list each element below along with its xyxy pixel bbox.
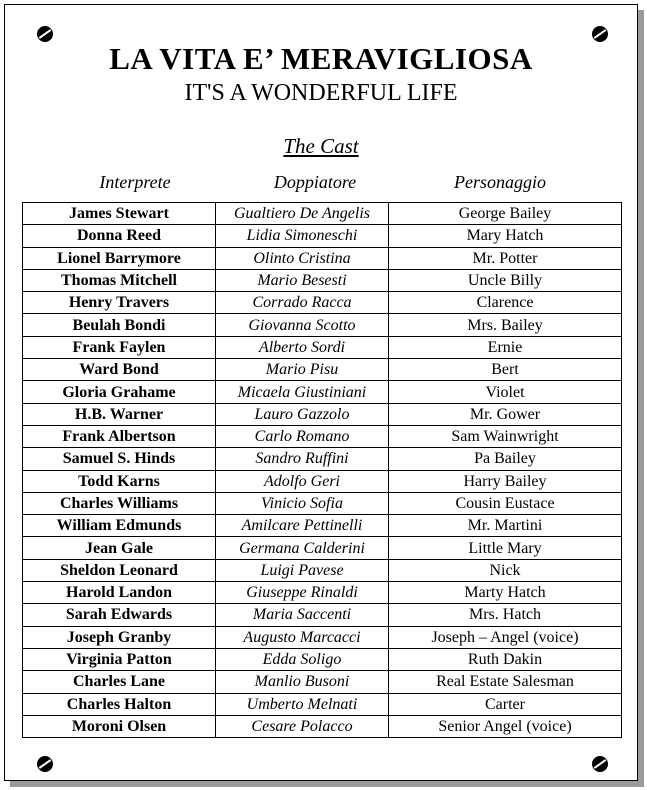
actor-cell: Henry Travers (23, 292, 216, 314)
dubber-cell: Manlio Busoni (216, 671, 389, 693)
column-header-actor: Interprete (99, 172, 171, 192)
role-cell: Real Estate Salesman (389, 671, 622, 693)
table-row (23, 425, 622, 447)
section-title (5, 134, 637, 159)
actor-cell: Thomas Mitchell (23, 269, 216, 291)
dubber-cell: Germana Calderini (216, 537, 389, 559)
dubber-cell: Corrado Racca (216, 292, 389, 314)
actor-cell: Todd Karns (23, 470, 216, 492)
dubber-cell: Edda Soligo (216, 648, 389, 670)
dubber-cell: Adolfo Geri (216, 470, 389, 492)
table-row (23, 269, 622, 291)
actor-cell: H.B. Warner (23, 403, 216, 425)
dubber-cell: Maria Saccenti (216, 604, 389, 626)
role-cell: Ruth Dakin (389, 648, 622, 670)
table-row (23, 470, 622, 492)
dubber-cell: Mario Besesti (216, 269, 389, 291)
table-row (23, 582, 622, 604)
actor-cell: Donna Reed (23, 225, 216, 247)
cast-plaque (4, 4, 638, 781)
dubber-cell: Mario Pisu (216, 359, 389, 381)
actor-cell: Moroni Olsen (23, 715, 216, 737)
role-cell: Little Mary (389, 537, 622, 559)
table-row (23, 448, 622, 470)
role-cell: Sam Wainwright (389, 425, 622, 447)
table-row (23, 292, 622, 314)
role-cell: Violet (389, 381, 622, 403)
page-subtitle: IT'S A WONDERFUL LIFE (184, 80, 458, 106)
table-row (23, 515, 622, 537)
actor-cell: William Edmunds (23, 515, 216, 537)
table-row (23, 537, 622, 559)
dubber-cell: Olinto Cristina (216, 247, 389, 269)
dubber-cell: Giuseppe Rinaldi (216, 582, 389, 604)
actor-cell: Frank Faylen (23, 336, 216, 358)
actor-cell: Charles Williams (23, 492, 216, 514)
actor-cell: Sarah Edwards (23, 604, 216, 626)
role-cell: Ernie (389, 336, 622, 358)
dubber-cell: Augusto Marcacci (216, 626, 389, 648)
actor-cell: Jean Gale (23, 537, 216, 559)
column-header-role: Personaggio (454, 172, 546, 192)
table-row (23, 359, 622, 381)
table-row (23, 247, 622, 269)
dubber-cell: Sandro Ruffini (216, 448, 389, 470)
page-title: LA VITA E’ MERAVIGLIOSA (109, 41, 533, 76)
dubber-cell: Cesare Polacco (216, 715, 389, 737)
actor-cell: Lionel Barrymore (23, 247, 216, 269)
dubber-cell: Lidia Simoneschi (216, 225, 389, 247)
role-cell: Mrs. Hatch (389, 604, 622, 626)
dubber-cell: Lauro Gazzolo (216, 403, 389, 425)
table-row (23, 381, 622, 403)
actor-cell: Samuel S. Hinds (23, 448, 216, 470)
role-cell: Clarence (389, 292, 622, 314)
actor-cell: Virginia Patton (23, 648, 216, 670)
dubber-cell: Luigi Pavese (216, 559, 389, 581)
actor-cell: Gloria Grahame (23, 381, 216, 403)
actor-cell: Harold Landon (23, 582, 216, 604)
screw-icon-bottom-right (592, 756, 608, 772)
dubber-cell: Alberto Sordi (216, 336, 389, 358)
table-row (23, 403, 622, 425)
table-row (23, 203, 622, 225)
table-row (23, 225, 622, 247)
cast-table (22, 202, 622, 738)
screw-icon-top-right (592, 26, 608, 42)
role-cell: George Bailey (389, 203, 622, 225)
actor-cell: Sheldon Leonard (23, 559, 216, 581)
role-cell: Bert (389, 359, 622, 381)
role-cell: Mr. Potter (389, 247, 622, 269)
role-cell: Joseph – Angel (voice) (389, 626, 622, 648)
table-row (23, 604, 622, 626)
role-cell: Mr. Gower (389, 403, 622, 425)
table-row (23, 492, 622, 514)
dubber-cell: Vinicio Sofia (216, 492, 389, 514)
role-cell: Mr. Martini (389, 515, 622, 537)
actor-cell: Beulah Bondi (23, 314, 216, 336)
screw-icon-bottom-left (37, 756, 53, 772)
role-cell: Mrs. Bailey (389, 314, 622, 336)
section-title-text: The Cast (283, 134, 359, 158)
dubber-cell: Micaela Giustiniani (216, 381, 389, 403)
role-cell: Nick (389, 559, 622, 581)
actor-cell: Joseph Granby (23, 626, 216, 648)
role-cell: Marty Hatch (389, 582, 622, 604)
actor-cell: Charles Halton (23, 693, 216, 715)
role-cell: Senior Angel (voice) (389, 715, 622, 737)
table-row (23, 648, 622, 670)
column-header-dubber: Doppiatore (273, 172, 357, 192)
role-cell: Mary Hatch (389, 225, 622, 247)
role-cell: Carter (389, 693, 622, 715)
dubber-cell: Amilcare Pettinelli (216, 515, 389, 537)
dubber-cell: Umberto Melnati (216, 693, 389, 715)
role-cell: Uncle Billy (389, 269, 622, 291)
table-row (23, 626, 622, 648)
actor-cell: Ward Bond (23, 359, 216, 381)
screw-icon-top-left (37, 26, 53, 42)
actor-cell: Frank Albertson (23, 425, 216, 447)
role-cell: Cousin Eustace (389, 492, 622, 514)
table-row (23, 693, 622, 715)
actor-cell: Charles Lane (23, 671, 216, 693)
actor-cell: James Stewart (23, 203, 216, 225)
dubber-cell: Giovanna Scotto (216, 314, 389, 336)
dubber-cell: Gualtiero De Angelis (216, 203, 389, 225)
table-row (23, 715, 622, 737)
role-cell: Pa Bailey (389, 448, 622, 470)
table-row (23, 671, 622, 693)
dubber-cell: Carlo Romano (216, 425, 389, 447)
table-row (23, 336, 622, 358)
table-row (23, 559, 622, 581)
role-cell: Harry Bailey (389, 470, 622, 492)
table-row (23, 314, 622, 336)
